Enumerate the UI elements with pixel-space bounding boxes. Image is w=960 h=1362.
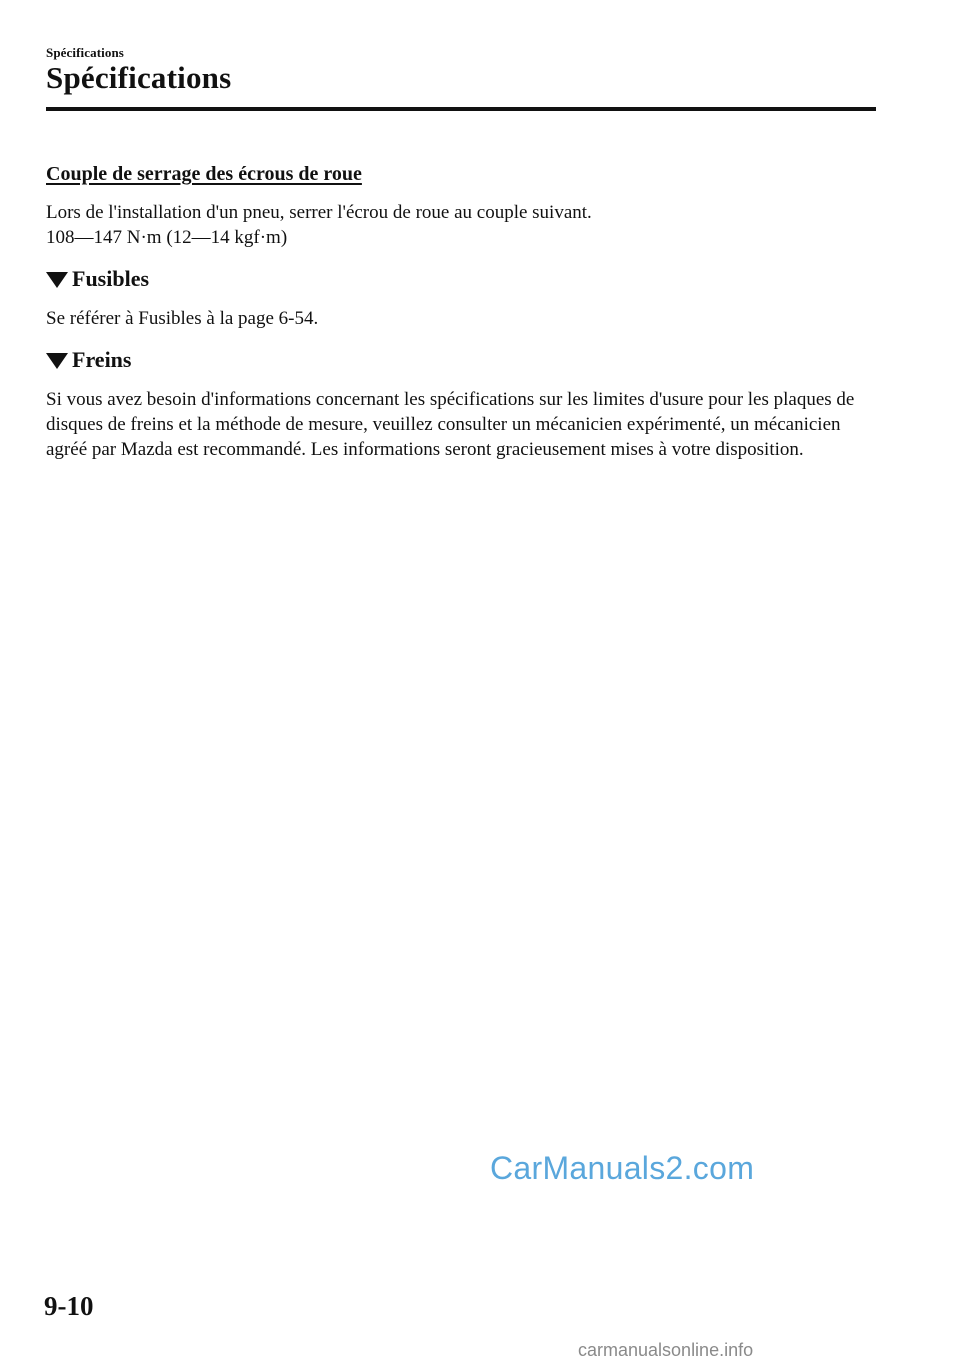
page-content (46, 160, 876, 462)
fuses-heading-label: Fusibles (72, 266, 150, 291)
page-number: 9-10 (44, 1291, 94, 1321)
footer-site-text: carmanualsonline.info (578, 1340, 754, 1360)
page-title: Spécifications (46, 60, 232, 95)
fuses-heading (46, 264, 876, 294)
brakes-text: Si vous avez besoin d'informations concernant les spécifications sur les limites d'usure pour les plaques de disques de freins et la méthode de mesure, veuillez consulter un mécanicien expérimenté, un mécanicien agréé par Mazda est recommandé. Les informations seront gracieusement mises à votre disposition. (46, 389, 855, 460)
brakes-heading-label: Freins (72, 347, 132, 372)
brakes-heading (46, 345, 876, 375)
fuses-text: Se référer à Fusibles à la page 6-54. (46, 308, 319, 329)
title-rule (46, 107, 876, 111)
triangle-down-icon (46, 353, 68, 369)
torque-value: 108—147 N·m (12—14 kgf·m) (46, 227, 288, 248)
torque-text: Lors de l'installation d'un pneu, serrer l'écrou de roue au couple suivant. (46, 202, 592, 223)
watermark-logo: CarManuals2.com (490, 1150, 755, 1186)
torque-heading: Couple de serrage des écrous de roue (46, 163, 362, 185)
triangle-down-icon (46, 272, 68, 288)
running-head: Spécifications (46, 45, 124, 60)
